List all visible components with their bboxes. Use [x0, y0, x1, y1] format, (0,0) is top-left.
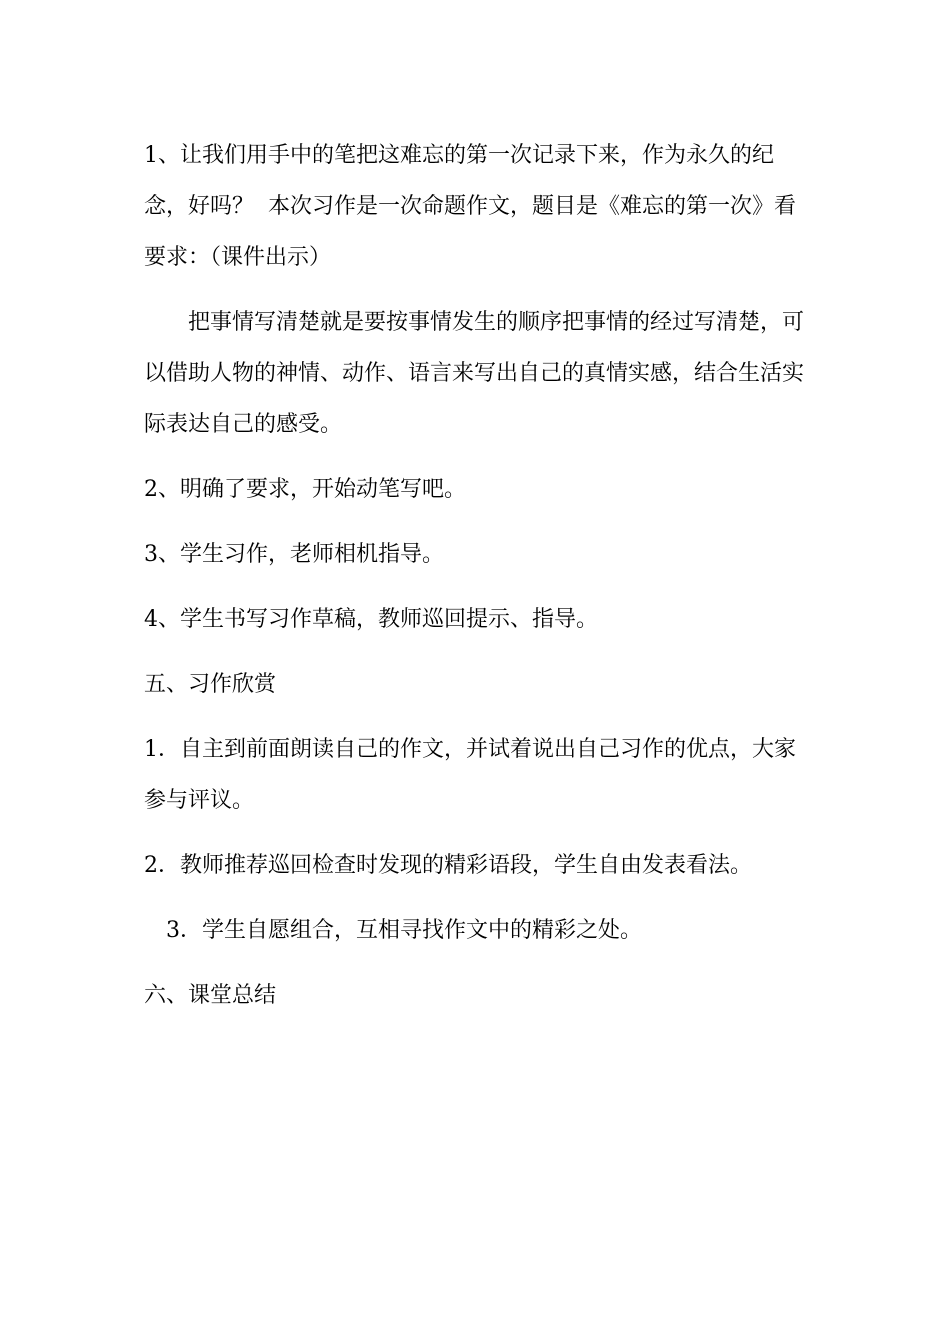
paragraph-writing-task: 1、让我们用手中的笔把这难忘的第一次记录下来，作为永久的纪念，好吗？ 本次习作是一次命题作文，题目是《难忘的第一次》看要求：（课件出示） [144, 143, 796, 270]
section-heading-summary: 六、课堂总结 [144, 983, 277, 1008]
paragraph-student-writing: 3、学生习作，老师相机指导。 [144, 542, 444, 567]
paragraph-draft: 4、学生书写习作草稿，教师巡回提示、指导。 [144, 607, 598, 632]
document-page [144, 130, 809, 1035]
paragraph-read-aloud: 1．自主到前面朗读自己的作文，并试着说出自己习作的优点，大家参与评议。 [144, 737, 796, 813]
section-heading-appreciation: 五、习作欣赏 [144, 672, 277, 697]
paragraph-requirements: 把事情写清楚就是要按事情发生的顺序把事情的经过写清楚，可以借助人物的神情、动作、语言来写出自己的真情实感，结合生活实际表达自己的感受。 [144, 310, 805, 437]
paragraph-start-writing: 2、明确了要求，开始动笔写吧。 [144, 477, 466, 502]
paragraph-group: 3．学生自愿组合，互相寻找作文中的精彩之处。 [166, 918, 642, 943]
paragraph-recommend: 2．教师推荐巡回检查时发现的精彩语段，学生自由发表看法。 [144, 853, 752, 878]
